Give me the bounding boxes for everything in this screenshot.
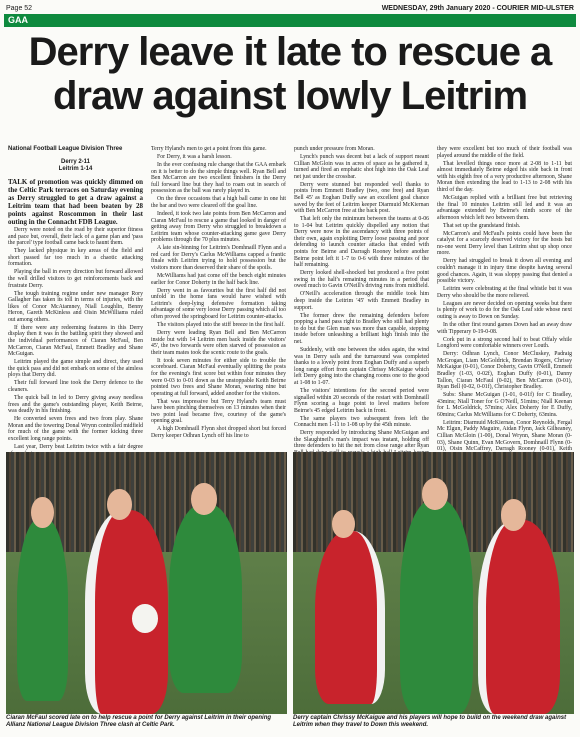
article-paragraph: Terry Hyland's men to get a point from this game. xyxy=(151,146,267,152)
article-paragraph: In the other first round games Down had an away draw with Tipperary 0-19-0-08. xyxy=(437,321,572,335)
article-column-1 xyxy=(8,146,143,458)
football xyxy=(132,604,157,633)
match-photo-right xyxy=(293,452,574,714)
article-column-3 xyxy=(294,146,429,458)
article-paragraph: It took seven minutes for either side to trouble the scoreboard. Ciaran McFaul eventually splitting the posts for the evening's first score but within four minutes they were 0-03 to 0-01 down as the unstoppable Keith Beirne pointed two frees and Shane Moran, wearing nine but operating at full forward, added another for the visitors. xyxy=(151,357,286,397)
player-green-centre xyxy=(400,499,473,714)
article-paragraph: they were excellent but too much of their football was played around the middle of the field. xyxy=(437,146,572,159)
article-paragraph: Derry responded by introducing Shane McGuigan and the Slaughtneil's man's impact was instant, holding off three defenders to hit the net from close range after Ryan xyxy=(294,430,429,450)
player-red-right xyxy=(478,520,559,714)
left-photo-caption: Ciaran McFaul scored late on to help rescue a point for Derry against Leitrim in their opening Allianz National League Division Three clash at Celtic Park. xyxy=(6,715,272,728)
player-head xyxy=(422,478,447,509)
article-paragraph: The tough training regime under new manager Rory Gallagher has taken its toll in terms of injuries, with the likes of Conor McAtamney, Niall Loughlin, Benny Heron, Gareth McKinless and Oisin McWilliams ruled out among others. xyxy=(8,290,143,323)
article-paragraph: Last year, Derry beat Leitrim twice with a fair degree xyxy=(14,443,143,450)
article-paragraph: That set up the grandstand finish. xyxy=(443,222,521,229)
article-paragraph: Derry looked shell-shocked but produced a five point swing in the half's remaining minutes in a period that owed much to Gavin O'Neill's driving runs from midfield. xyxy=(294,270,429,290)
article-paragraph: The same players two subsequent frees left the Connacht men 1-11 to 1-08 up by the 45th minute. xyxy=(294,415,429,429)
article-column-4 xyxy=(437,146,572,458)
scoreline xyxy=(8,159,143,173)
page-header xyxy=(6,3,574,13)
article-paragraph: Derry: Odhran Lynch, Conor McCluskey, Padraig McGrogan, Liam McGoldrick, Brendan Rogers, Chrissy McKaigue (0-01), Conor Doherty, Gavin O'Neill, Emmett Bradley (1-03, 0-02f), Eoghan Duffy (0-01), Danny Tallon, Ciaran McFaul (0-02), Ben McCarron (0-01), Ryan Bell (0-02, 0-01f), Christopher Bradley. xyxy=(437,351,572,391)
player-red-left xyxy=(315,531,385,704)
headline: Derry leave it late to rescue a draw against lowly Leitrim xyxy=(28,30,552,118)
article-paragraph: For Derry, it was a harsh lesson. xyxy=(157,153,232,160)
article-paragraph: McCarron's and McFaul's points could have been the catalyst for a scarcely deserved victory for the hosts but no-one went Derry level than Leitrim shut up shop once more. xyxy=(437,230,572,257)
article-paragraph: Derry were stunned but responded well thanks to points from Emmett Bradley (two, one free) and Ryan Bell 45' as Eoghan Duffy saw an excellent goal chance saved by the feet of Leitrim keeper Diarmuid McKiernan with Ben McCarron free at the back post. xyxy=(294,181,429,215)
article-paragraph: punch under pressure from Moran. xyxy=(294,146,375,152)
article-paragraph: That left only the minimum between the teams at 0-06 to 1-04 but Leitrim quickly dispelled any notion that Derry were now in the ascendancy with three points of their own, again exploiting Derry loose passing and poor defending to launch counter attacks that ended with points for Beirne and Darragh Rooney before another Beirne point left it 1-7 to 0-6 with three minutes of the half remaining. xyxy=(294,216,429,269)
photo-captions xyxy=(6,715,574,735)
article-paragraph: Leitrim were celebrating at the final whistle but it was Derry who should be the more relieved. xyxy=(437,286,572,299)
article-paragraph: Their full forward line took the Derry defence to the cleaners. xyxy=(8,380,143,393)
article-paragraph: TALK of promotion was quickly dimmed on the Celtic Park terraces on Saturday evening as Derry struggled to get a draw against a Leitrim team that had been beaten by 28 points against Roscommon in their last outing in the Connacht FDB League. xyxy=(8,177,143,226)
article-paragraph: Indeed, it took two late points from Ben McCarron and Ciaran McFaul to rescue a game that looked in danger of getting away from Derry who struggled to breakdown a Leitrim team whose counter-attacking game gave Derry problems through the 70 plus minutes. xyxy=(151,210,286,244)
article-body xyxy=(8,146,572,458)
article-paragraph: Leitrim played the game simple and direct, they used the quick pass and did not embark on some of the aimless ploys that Derry did. xyxy=(8,359,143,379)
article-paragraph: They lacked physique in key areas of the field and short passed far too much in a chaotic attacking formation. xyxy=(8,248,143,268)
player-head xyxy=(501,499,526,530)
page-number: Page 52 xyxy=(6,4,33,12)
section-bar xyxy=(4,14,576,27)
player-head xyxy=(191,483,216,514)
article-paragraph: A late sin-binning for Leitrim's Domhnaill Flynn and a red card for Derry's Carlus McWilliams capped a frantic finale with Leitrim trying to hold possession but the visitors more than deserved their share of the spoils. xyxy=(151,245,286,272)
score-derry: Derry 2-11 xyxy=(60,158,91,165)
article-paragraph: On the three occasions that a high ball came in one hit the bar and two were cleared off the goal line. xyxy=(151,196,286,209)
article-paragraph: Derry had struggled to break it down all evening and couldn't manage it in injury time despite having several good chances. Again, it was sloppy passing that denied a possible victory. xyxy=(437,258,572,285)
article-paragraph: Subs: Shane McGuigan (1-01, 0-01f) for C Bradley, 43mins; Niall Toner for G O'Neill, 51mins; Niall Keenan for L McGoldrick, 57mins; Alex Doherty for E Duffy, 60mins; Carlus McWilliams for C Doherty, 63mins. xyxy=(437,392,572,418)
article-paragraph: In the ever confusing rule change that the GAA embark on it is better to do the simple things well. Ryan Bell and Ben McCarron are two excellent finishers in the Derry full forward line but they had to roam out in search of possession as the ball was rarely played in. xyxy=(151,161,286,195)
score-leitrim: Leitrim 1-14 xyxy=(58,165,93,172)
edition-line: WEDNESDAY, 29th January 2020 - COURIER MID-ULSTER xyxy=(381,4,574,12)
article-paragraph: That levelled things once more at 2-08 to 1-11 but almost immediately Beirne edged his side back in front with his eighth free of a very productive afternoon, Shane Moran then extending the lead to 1-13 to 2-08 with his third of the day. xyxy=(437,160,572,193)
article-paragraph: The quick ball in led to Derry giving away needless frees and the game's outstanding player, Keith Beirne, was deadly in his finishing. xyxy=(8,394,143,415)
article-kicker: National Football League Division Three xyxy=(8,146,123,152)
article-column-2 xyxy=(151,146,286,458)
article-paragraph: Derry were leading Ryan Bell and Ben McCarron inside but with 14 Leitrim men back inside the visitors' 45', the two forwards were often starved of possession as their team mates took the scenic route to the goals. xyxy=(151,329,286,356)
right-photo-caption: Derry captain Chrissy McKaigue and his players will hope to build on the weekend draw against Leitrim when they travel to Down this weekend. xyxy=(293,715,567,728)
article-paragraph: A high Domhnaill Flynn shot dropped short but forced Derry keeper Odhran Lynch off his line to xyxy=(151,426,286,440)
article-paragraph: Leagues are never decided on opening weeks but there is plenty of work to do for the Oak Leaf side whose next outing is away to Down on Sunday. xyxy=(437,300,572,320)
article-paragraph: Derry went in as favourites but the first half did not unfold in the home fans would have wished with Leitrim's deep-lying defensive formation taking advantage of some very loose Derry passing which all too often proved the springboard for Leitrim counter-attacks. xyxy=(151,287,286,320)
player-head xyxy=(31,497,53,528)
player-green-right xyxy=(169,504,242,693)
match-photo-left xyxy=(6,452,287,714)
article-paragraph: That was impressive but Terry Hyland's team must have been pinching themselves on 13 minutes when their two point lead became five, courtesy of the game's opening goal. xyxy=(151,398,286,425)
article-paragraph: The visitors played into the stiff breeze in the first half. xyxy=(157,321,285,328)
article-paragraph: Cork put in a strong second half to beat Offaly while Longford were comfortable winners over Louth. xyxy=(437,336,572,350)
article-paragraph: The former drew the remaining defenders before popping a hand pass right to Bradley who still had plenty to do but the Glen man was more than capable, stepping inside before unleashing a brilliant high finish into the net. xyxy=(294,312,429,345)
photo-row xyxy=(6,452,574,714)
player-green-left xyxy=(17,518,68,701)
article-paragraph: McWilliams had just come off the bench eight minutes earlier for Conor Doherty in the half back line. xyxy=(151,273,286,286)
article-paragraph: O'Neill's acceleration through the middle took him deep inside the Leitrim '45' with Emmett Bradley in support. xyxy=(294,291,429,311)
article-paragraph: If there were any redeeming features in this Derry display then it was in the battling spirit they showed and the individual performances of Ciaran McFaul, Ben McCarron, Ciaran McFaul, Emmett Bradley and Shane McGuigan. xyxy=(8,324,143,358)
article-paragraph: Leitrim: Diarmuid McKiernan, Conor Reynolds, Fergal Mc Elgun, Paddy Maguire, Aidan Flynn, Jack Gilheaney, Cillian McGloin (1-00), Donal Wrynn, Shane Moran (0-03), Shane Quinn, Evan McGovern, Domhnaill Flynn (0-01), Oisin McCaffrey, Darragh Rooney (0-01), Keith xyxy=(437,419,572,453)
article-paragraph: Playing the ball in every direction but forward allowed the well drilled visitors to get reinforcements back and frustrate Derry. xyxy=(8,269,143,289)
article-paragraph: He converted seven frees and two from play. Shane Moran and the towering Donal Wrynn controlled midfield for much of the game with the former kicking three excellent long range points. xyxy=(8,416,143,442)
article-paragraph: McGuigan replied with a brilliant free but retrieving the final 10 minutes Leitrim still led and it was an advantage extended by Beirne's ninth score of the afternoon which left two between them. xyxy=(437,194,572,221)
article-paragraph: Lynch's punch was decent but a lack of support meant Cillian McGloin was in acres of space as he gathered it, turned and fired an emphatic shot high into the Oak Leaf net just under the crossbar. xyxy=(294,153,429,180)
article-paragraph: Derry were noted on the road by their superior fitness and pace but, overall, their lack of a game plan and 'pass the parcel' type football came back to haunt them. xyxy=(8,226,143,247)
column-1-paragraphs xyxy=(8,178,143,485)
article-paragraph: The visitors' intentions for the second period were signalled within 20 seconds of the restart with Domhnaill Flynn scoring a huge point to level matters before Beirne's 45 edged Leitrim back in front. xyxy=(294,387,429,414)
article-paragraph: Suddenly, with one between the sides again, the wind was in Derry sails and the turnaround was completed thanks to a lovely point from Eoghan Duffy and a superb long range effort from captain Chrissy McKaigue which left Derry going into the changing rooms one to the good at 1-08 to 1-07. xyxy=(294,346,429,386)
player-head xyxy=(332,510,354,539)
section-label: GAA xyxy=(8,15,28,25)
